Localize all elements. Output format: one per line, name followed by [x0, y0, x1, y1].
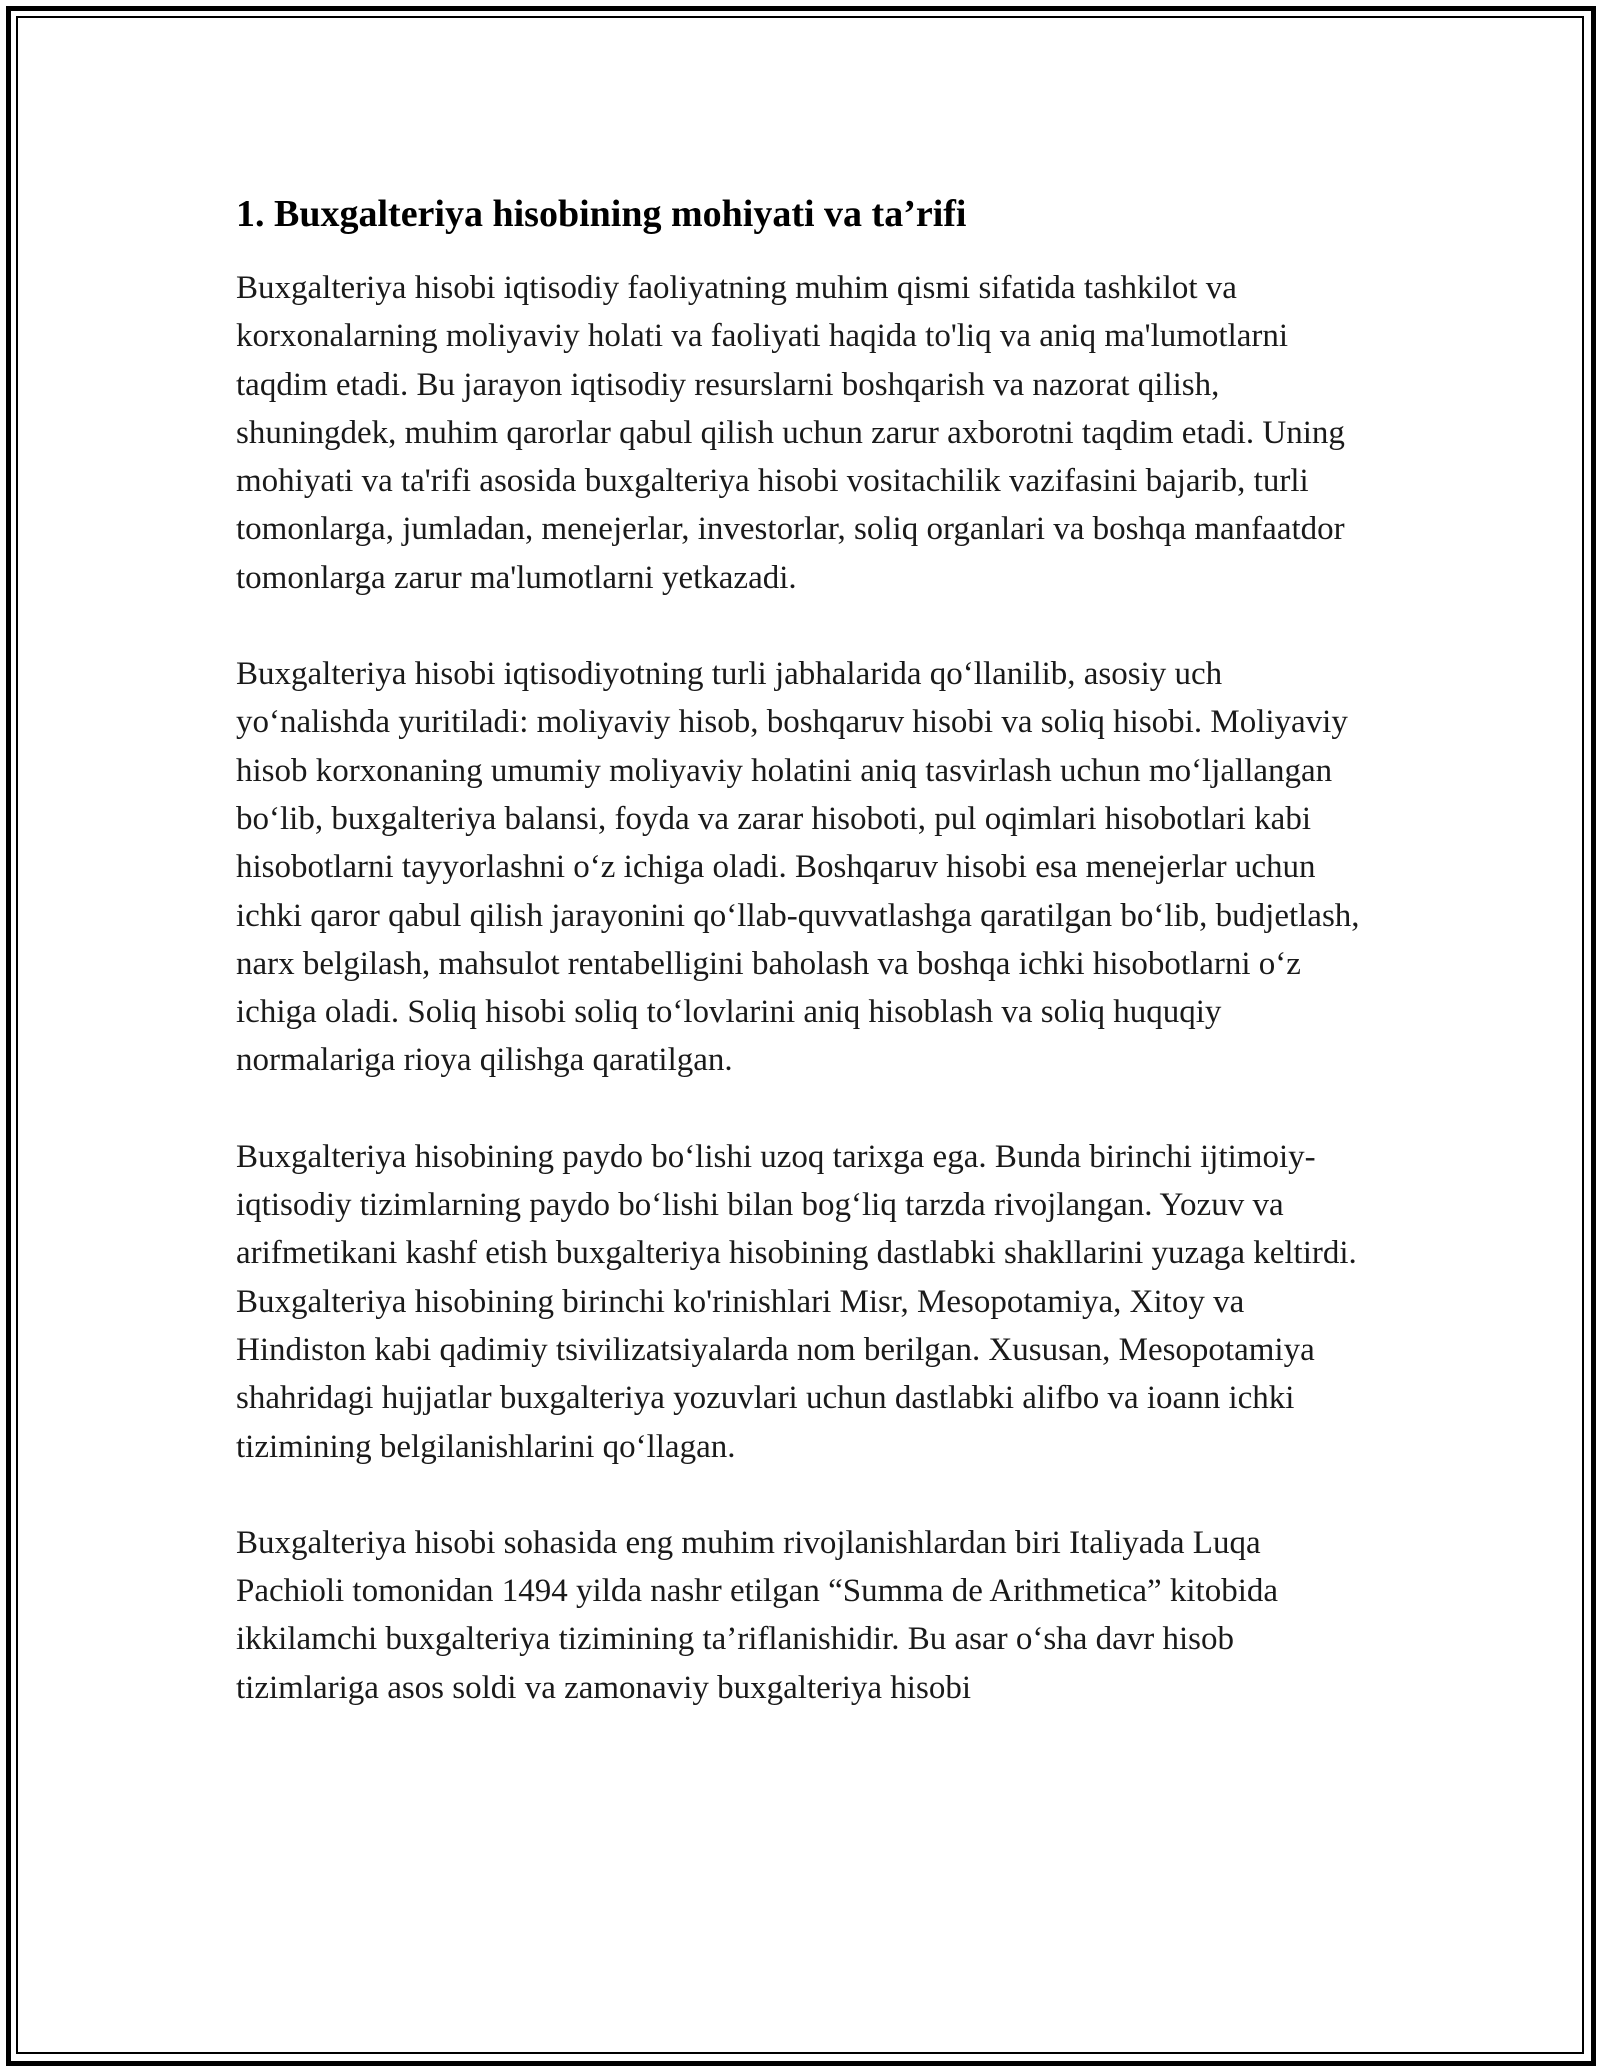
paragraph-2: Buxgalteriya hisobi iqtisodiyotning turli jabhalarida qo‘llanilib, asosiy uch yo‘nalishda yuritiladi: moliyaviy hisob, boshqaruv hisobi va soliq hisobi. Moliyaviy hisob korxonaning umumiy moliyaviy holatini aniq tasvirlash uchun mo‘ljallangan bo‘lib, buxgalteriya balansi, foyda va zarar hisoboti, pul oqimlari hisobotlari kabi hisobotlarni tayyorlashni o‘z ichiga oladi. Boshqaruv hisobi esa menejerlar uchun ichki qaror qabul qilish jarayonini qo‘llab-quvvatlashga qaratilgan bo‘lib, budjetlash, narx belgilash, mahsulot rentabelligini baholash va boshqa ichki hisobotlarni o‘z ichiga oladi. Soliq hisobi soliq to‘lovlarini aniq hisoblash va soliq huquqiy normalariga rioya qilishga qaratilgan.: [236, 656, 1360, 1079]
paragraph-4: Buxgalteriya hisobi sohasida eng muhim rivojlanishlardan biri Italiyada Luqa Pachioli tomonidan 1494 yilda nashr etilgan “Summa de Arithmetica” kitobida ikkilamchi buxgalteriya tizimining ta’riflanishidir. Bu asar o‘sha davr hisob tizimlariga asos soldi va zamonaviy buxgalteriya hisobi: [236, 1524, 1279, 1706]
document-body: [236, 186, 1366, 1760]
section-heading: 1. Buxgalteriya hisobining mohiyati va ta’rifi: [236, 193, 967, 235]
paragraph-3: Buxgalteriya hisobining paydo bo‘lishi uzoq tarixga ega. Bunda birinchi ijtimoiy-iqtisodiy tizimlarning paydo bo‘lishi bilan bog‘liq tarzda rivojlangan. Yozuv va arifmetikani kashf etish buxgalteriya hisobining dastlabki shakllarini yuzaga keltirdi. Buxgalteriya hisobining birinchi ko'rinishlari Misr, Mesopotamiya, Xitoy va Hindiston kabi qadimiy tsivilizatsiyalarda nom berilgan. Xususan, Mesopotamiya shahridagi hujjatlar buxgalteriya yozuvlari uchun dastlabki alifbo va ioann ichki tizimining belgilanishlarini qo‘llagan.: [236, 1138, 1357, 1465]
paragraph-1: Buxgalteriya hisobi iqtisodiy faoliyatning muhim qismi sifatida tashkilot va korxonalarning moliyaviy holati va faoliyati haqida to'liq va aniq ma'lumotlarni taqdim etadi. Bu jarayon iqtisodiy resurslarni boshqarish va nazorat qilish, shuningdek, muhim qarorlar qabul qilish uchun zarur axborotni taqdim etadi. Uning mohiyati va ta'rifi asosida buxgalteriya hisobi vositachilik vazifasini bajarib, turli tomonlarga, jumladan, menejerlar, investorlar, soliq organlari va boshqa manfaatdor tomonlarga zarur ma'lumotlarni yetkazadi.: [236, 270, 1345, 596]
